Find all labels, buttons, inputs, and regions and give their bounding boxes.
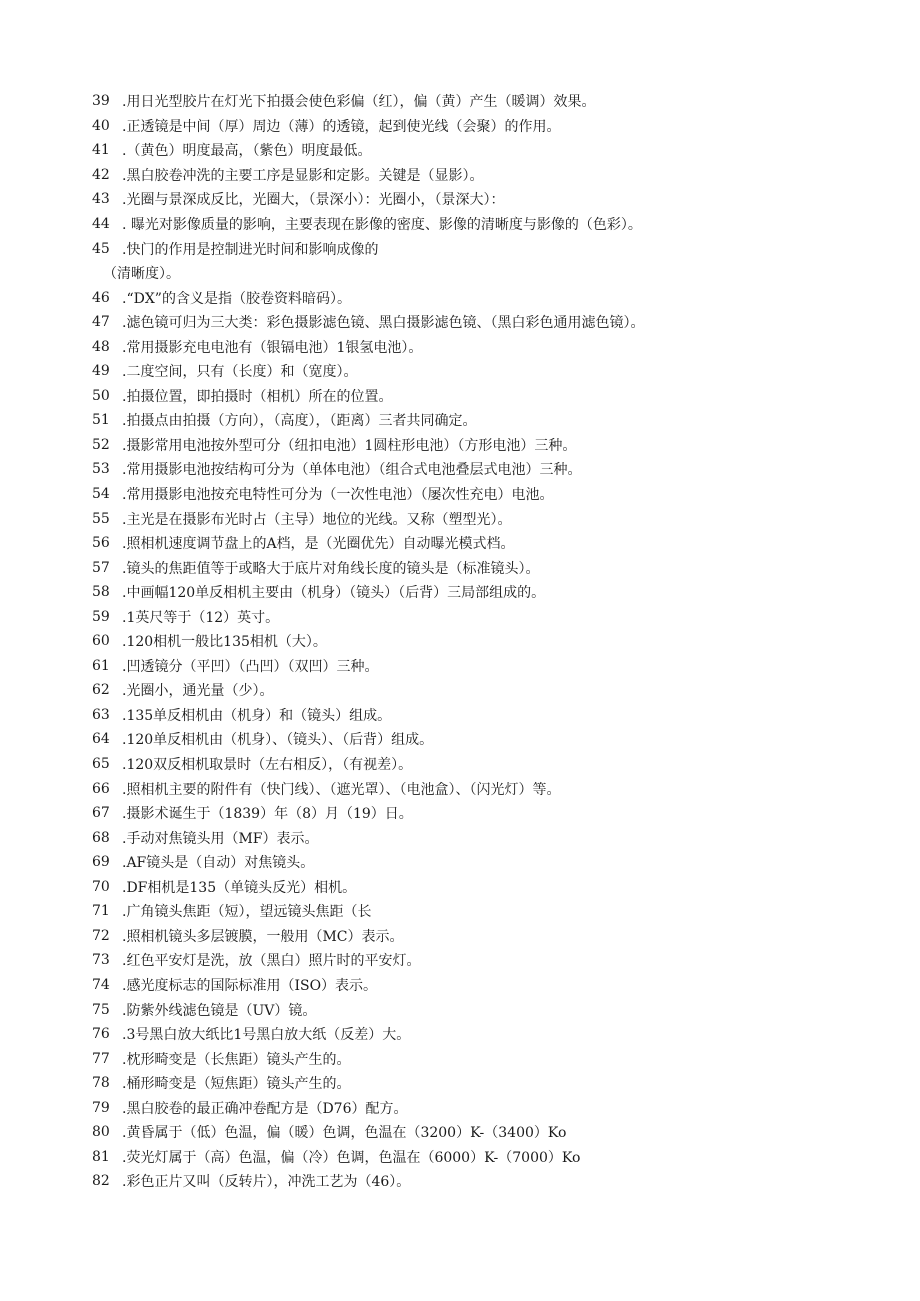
list-item — [92, 1046, 872, 1071]
list-item-continuation — [92, 261, 872, 286]
list-item — [92, 1022, 872, 1047]
item-number: 60 — [92, 633, 110, 650]
list-item — [92, 359, 872, 384]
item-number: 78 — [92, 1075, 110, 1092]
item-number: 54 — [92, 486, 110, 503]
question-list — [92, 89, 872, 1194]
list-item — [92, 776, 872, 801]
item-number: 76 — [92, 1026, 110, 1043]
item-number: 48 — [92, 338, 110, 355]
list-item — [92, 850, 872, 875]
item-text: .黑白胶卷冲洗的主要工序是显影和定影。关键是（显影）。 — [122, 167, 484, 184]
list-item — [92, 703, 872, 728]
item-number: 61 — [92, 657, 110, 674]
item-text: .手动对焦镜头用（MF）表示。 — [122, 830, 319, 847]
item-number: 52 — [92, 436, 110, 453]
list-item — [92, 948, 872, 973]
list-item — [92, 1095, 872, 1120]
item-text: .120相机一般比135相机（大）。 — [122, 634, 327, 651]
list-item — [92, 187, 872, 212]
item-number: 66 — [92, 780, 110, 797]
item-text: .中画幅120单反相机主要由（机身）（镜头）（后背）三局部组成的。 — [122, 585, 546, 602]
item-number: 53 — [92, 461, 110, 478]
item-text: .桶形畸变是（短焦距）镜头产生的。 — [122, 1076, 351, 1093]
item-text: .主光是在摄影布光时占（主导）地位的光线。又称（塑型光）。 — [122, 511, 512, 528]
list-item — [92, 678, 872, 703]
list-item — [92, 875, 872, 900]
item-number: 57 — [92, 559, 110, 576]
list-item — [92, 482, 872, 507]
item-text: .AF镜头是（自动）对焦镜头。 — [122, 855, 315, 872]
list-item — [92, 138, 872, 163]
item-text: .枕形畸变是（长焦距）镜头产生的。 — [122, 1051, 351, 1068]
item-number: 58 — [92, 584, 110, 601]
item-text: .正透镜是中间（厚）周边（薄）的透镜，起到使光线（会聚）的作用。 — [122, 118, 561, 135]
list-item — [92, 384, 872, 409]
item-number: 80 — [92, 1124, 110, 1141]
list-item — [92, 997, 872, 1022]
item-text: .135单反相机由（机身）和（镜头）组成。 — [122, 707, 392, 724]
list-item — [92, 924, 872, 949]
item-text: .彩色正片又叫（反转片），冲洗工艺为（46）。 — [122, 1174, 411, 1191]
item-text: .常用摄影充电电池有（银镉电池）1银氢电池）。 — [122, 339, 423, 356]
item-text: .黑白胶卷的最正确冲卷配方是（D76）配方。 — [122, 1100, 408, 1117]
list-item — [92, 506, 872, 531]
item-number: 79 — [92, 1099, 110, 1116]
item-number: 51 — [92, 412, 110, 429]
item-number: 67 — [92, 805, 110, 822]
item-text: .照相机主要的附件有（快门线）、（遮光罩）、（电池盒）、（闪光灯）等。 — [122, 781, 561, 798]
list-item — [92, 212, 872, 237]
list-item — [92, 752, 872, 777]
item-text: .1英尺等于（12）英寸。 — [122, 609, 280, 626]
item-text: （清晰度）。 — [103, 266, 180, 283]
list-item — [92, 114, 872, 139]
list-item — [92, 899, 872, 924]
item-number: 72 — [92, 927, 110, 944]
list-item — [92, 531, 872, 556]
item-number: 55 — [92, 510, 110, 527]
list-item — [92, 1169, 872, 1194]
item-text: .常用摄影电池按充电特性可分为（一次性电池）（屡次性充电）电池。 — [122, 487, 554, 504]
item-number: 65 — [92, 756, 110, 773]
list-item — [92, 654, 872, 679]
list-item — [92, 163, 872, 188]
list-item — [92, 433, 872, 458]
item-number: 41 — [92, 142, 110, 159]
item-text: .“DX”的含义是指（胶卷资料暗码）。 — [122, 290, 351, 307]
item-text: .摄影常用电池按外型可分（纽扣电池）1圆柱形电池）（方形电池）三种。 — [122, 437, 577, 454]
item-text: .120双反相机取景时（左右相反），（有视差）。 — [122, 757, 413, 774]
item-text: .用日光型胶片在灯光下拍摄会使色彩偏（红），偏（黄）产生（暖调）效果。 — [122, 94, 596, 111]
list-item — [92, 334, 872, 359]
item-text: .拍摄点由拍摄（方向），（高度），（距离）三者共同确定。 — [122, 413, 477, 430]
list-item — [92, 629, 872, 654]
item-text: .广角镜头焦距（短），望远镜头焦距（长 — [122, 904, 372, 921]
item-number: 39 — [92, 93, 110, 110]
list-item — [92, 555, 872, 580]
list-item — [92, 973, 872, 998]
list-item — [92, 1071, 872, 1096]
item-number: 47 — [92, 314, 110, 331]
item-number: 43 — [92, 191, 110, 208]
item-text: .镜头的焦距值等于或略大于底片对角线长度的镜头是（标准镜头）。 — [122, 560, 540, 577]
item-number: 40 — [92, 117, 110, 134]
list-item — [92, 285, 872, 310]
item-number: 50 — [92, 387, 110, 404]
list-item — [92, 801, 872, 826]
list-item — [92, 89, 872, 114]
item-number: 68 — [92, 829, 110, 846]
item-text: .红色平安灯是洗，放（黑白）照片时的平安灯。 — [122, 953, 421, 970]
list-item — [92, 1120, 872, 1145]
list-item — [92, 580, 872, 605]
item-number: 64 — [92, 731, 110, 748]
item-text: .凹透镜分（平凹）（凸凹）（双凹）三种。 — [122, 658, 379, 675]
item-number: 70 — [92, 878, 110, 895]
item-number: 77 — [92, 1050, 110, 1067]
item-number: 69 — [92, 854, 110, 871]
list-item — [92, 310, 872, 335]
item-text: .光圈与景深成反比，光圈大，（景深小）：光圈小，（景深大）： — [122, 192, 505, 209]
item-number: 73 — [92, 952, 110, 969]
item-number: 44 — [92, 216, 110, 232]
item-number: 42 — [92, 166, 110, 183]
item-text: .防紫外线滤色镜是（UV）镜。 — [122, 1002, 317, 1019]
item-text: .拍摄位置，即拍摄时（相机）所在的位置。 — [122, 388, 393, 405]
item-number: 71 — [92, 903, 110, 920]
item-text: . 曝光对影像质量的影响，主要表现在影像的密度、影像的清晰度与影像的（色彩）。 — [122, 217, 642, 233]
list-item — [92, 727, 872, 752]
item-number: 63 — [92, 706, 110, 723]
item-number: 82 — [92, 1173, 110, 1190]
list-item — [92, 1145, 872, 1170]
item-text: .黄昏属于（低）色温，偏（暖）色调，色温在（3200）K-（3400）Ko — [122, 1125, 567, 1142]
item-number: 56 — [92, 535, 110, 552]
item-number: 46 — [92, 289, 110, 306]
item-text: .DF相机是135（单镜头反光）相机。 — [122, 879, 357, 896]
list-item — [92, 457, 872, 482]
item-text: .3号黑白放大纸比1号黑白放大纸（反差）大。 — [122, 1027, 411, 1044]
item-text: .常用摄影电池按结构可分为（单体电池）（组合式电池叠层式电池）三种。 — [122, 462, 582, 479]
item-text: .二度空间，只有（长度）和（宽度）。 — [122, 364, 358, 381]
item-number: 59 — [92, 608, 110, 625]
list-item — [92, 604, 872, 629]
item-number: 74 — [92, 976, 110, 993]
item-text: .照相机镜头多层镀膜，一般用（MC）表示。 — [122, 928, 404, 945]
item-number: 81 — [92, 1148, 110, 1165]
item-number: 45 — [92, 240, 110, 257]
list-item — [92, 825, 872, 850]
item-number: 62 — [92, 682, 110, 699]
item-text: .120单反相机由（机身）、（镜头）、（后背）组成。 — [122, 732, 434, 749]
item-text: .感光度标志的国际标准用（ISO）表示。 — [122, 977, 378, 994]
item-text: .（黄色）明度最高，（紫色）明度最低。 — [122, 143, 372, 160]
list-item — [92, 408, 872, 433]
list-item — [92, 236, 872, 261]
item-text: .照相机速度调节盘上的A档，是（光圈优先）自动曝光模式档。 — [122, 536, 515, 553]
item-text: .滤色镜可归为三大类：彩色摄影滤色镜、黑白摄影滤色镜、（黑白彩色通用滤色镜）。 — [122, 315, 645, 332]
item-text: .荧光灯属于（高）色温，偏（冷）色调，色温在（6000）K-（7000）Ko — [122, 1149, 581, 1166]
item-text: .光圈小，通光量（少）。 — [122, 683, 274, 700]
item-text: .摄影术诞生于（1839）年（8）月（19）日。 — [122, 806, 413, 823]
item-number: 49 — [92, 363, 110, 380]
item-text: .快门的作用是控制进光时间和影响成像的 — [122, 241, 379, 258]
item-number: 75 — [92, 1001, 110, 1018]
